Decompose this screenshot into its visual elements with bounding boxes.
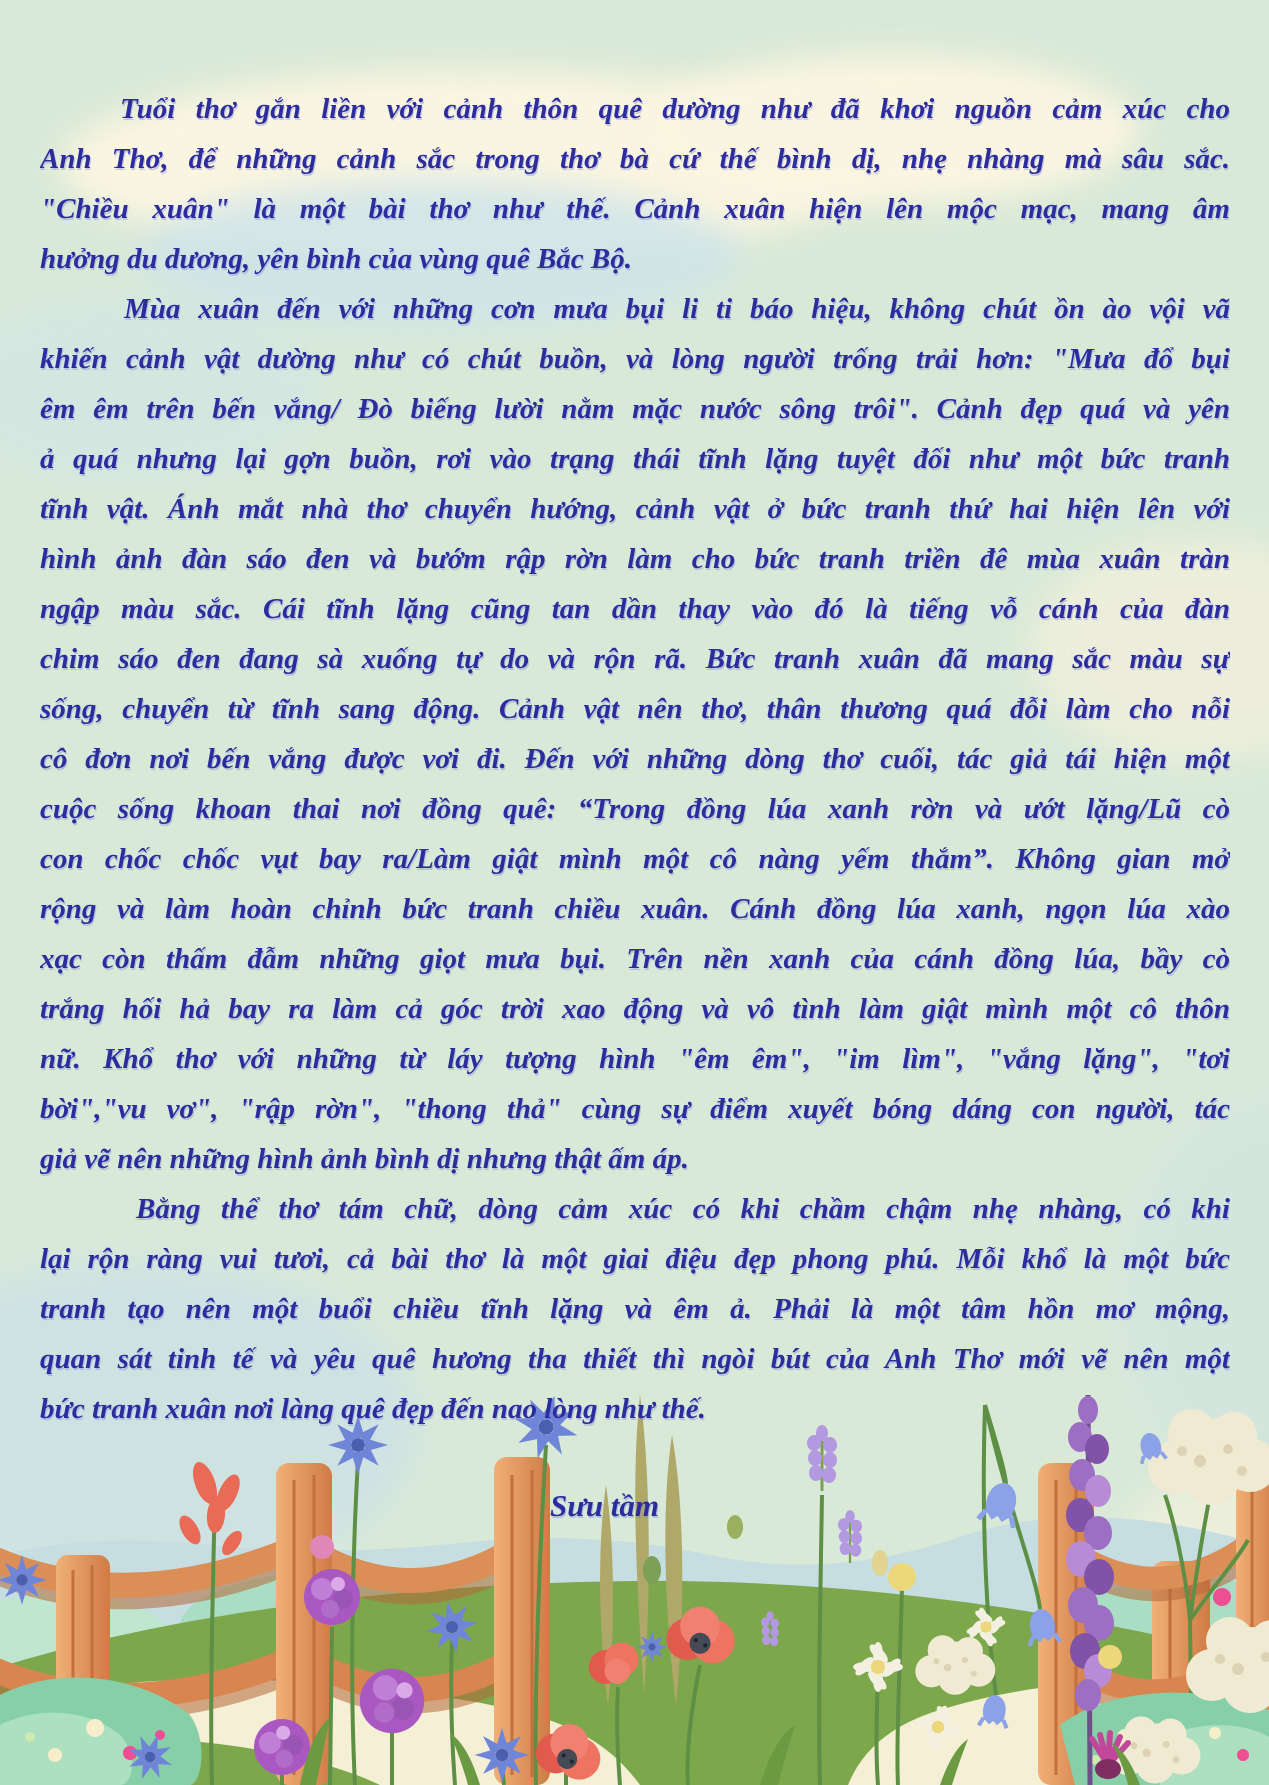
essay-line: xạc còn thấm đẫm những giọt mưa bụi. Trên nền xanh của cánh đồng lúa, bầy cò [40,943,1230,975]
essay-line: tranh tạo nên một buổi chiều tĩnh lặng và êm ả. Phải là một tâm hồn mơ mộng, [40,1293,1230,1325]
essay-line: ngập màu sắc. Cái tĩnh lặng cũng tan dần thay vào đó là tiếng vỗ cánh của đàn [40,593,1230,625]
essay-line: hình ảnh đàn sáo đen và bướm rập rờn làm cho bức tranh triền đê mùa xuân tràn [40,543,1230,575]
essay-line: cô đơn nơi bến vắng được vơi đi. Đến với những dòng thơ cuối, tác giả tái hiện một [40,743,1230,775]
essay-line: bức tranh xuân nơi làng quê đẹp đến nao lòng như thế. [40,1393,706,1425]
essay-line: con chốc chốc vụt bay ra/Làm giật mình một cô nàng yếm thắm”. Không gian mở [40,843,1230,875]
essay-line: Tuổi thơ gắn liền với cảnh thôn quê dường như đã khơi nguồn cảm xúc cho [120,93,1230,125]
essay-text [40,84,1230,1434]
essay-line: hưởng du dương, yên bình của vùng quê Bắc Bộ. [40,243,633,275]
essay-line: trắng hối hả bay ra làm cả góc trời xao động và vô tình làm giật mình một cô thôn [40,993,1230,1025]
essay-line: giả vẽ nên những hình ảnh bình dị nhưng thật ấm áp. [40,1143,689,1175]
essay-line: êm êm trên bến vắng/ Đò biếng lười nằm mặc nước sông trôi". Cảnh đẹp quá và yên [40,393,1230,425]
essay-line: quan sát tinh tế và yêu quê hương tha thiết thì ngòi bút của Anh Thơ mới vẽ nên một [40,1343,1230,1375]
essay-line: ả quá nhưng lại gợn buồn, rơi vào trạng thái tĩnh lặng tuyệt đối như một bức tranh [40,443,1230,475]
essay-line: khiến cảnh vật dường như có chút buồn, và lòng người trống trải hơn: "Mưa đổ bụi [40,343,1230,375]
essay-line: Anh Thơ, để những cảnh sắc trong thơ bà cứ thế bình dị, nhẹ nhàng mà sâu sắc. [40,143,1230,175]
essay-line: bời","vu vơ", "rập rờn", "thong thả" cùng sự điểm xuyết bóng dáng con người, tác [40,1093,1230,1125]
attribution: Sưu tầm [549,1488,660,1523]
essay-line: nữ. Khổ thơ với những từ láy tượng hình "êm êm", "im lìm", "vắng lặng", "tơi [40,1043,1230,1075]
essay-line: tĩnh vật. Ánh mắt nhà thơ chuyển hướng, cảnh vật ở bức tranh thứ hai hiện lên với [40,493,1230,525]
essay-line: lại rộn ràng vui tươi, cả bài thơ là một giai điệu đẹp phong phú. Mỗi khổ là một bức [40,1243,1230,1275]
essay-line: chim sáo đen đang sà xuống tự do và rộn rã. Bức tranh xuân đã mang sắc màu sự [40,643,1230,675]
essay-line: Bằng thể thơ tám chữ, dòng cảm xúc có khi chầm chậm nhẹ nhàng, có khi [136,1193,1230,1225]
essay-line: rộng và làm hoàn chỉnh bức tranh chiều xuân. Cánh đồng lúa xanh, ngọn lúa xào [40,893,1230,925]
essay-line: Mùa xuân đến với những cơn mưa bụi li ti báo hiệu, không chút ồn ào vội vã [124,293,1230,325]
essay-line: "Chiều xuân" là một bài thơ như thế. Cảnh xuân hiện lên mộc mạc, mang âm [40,193,1230,225]
essay-line: cuộc sống khoan thai nơi đồng quê: “Trong đồng lúa xanh rờn và ướt lặng/Lũ cò [40,793,1230,825]
essay-line: sống, chuyển từ tĩnh sang động. Cảnh vật nên thơ, thân thương quá đỗi làm cho nỗi [40,693,1230,725]
